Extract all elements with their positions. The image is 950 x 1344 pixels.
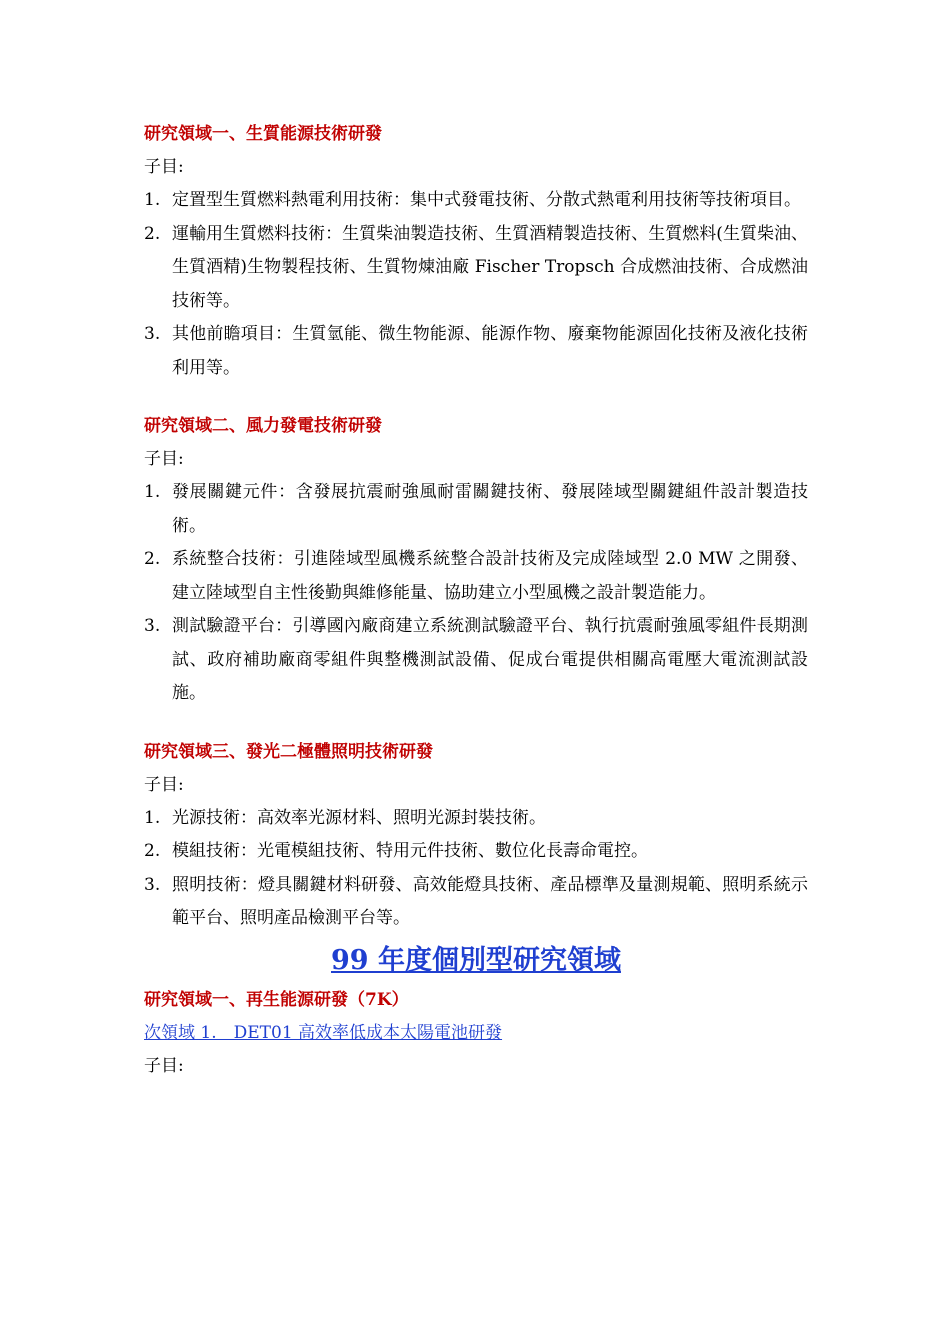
list-item: [144, 218, 808, 319]
list-item: [144, 835, 808, 869]
item-number: 1.: [144, 807, 161, 828]
item-text: 其他前瞻項目：生質氫能、微生物能源、能源作物、廢棄物能源固化技術及液化技術利用等。: [172, 324, 808, 378]
item-list: [144, 184, 808, 385]
item-number: 3.: [144, 616, 161, 636]
item-number: 2.: [144, 223, 161, 244]
sub-items-label: 子目:: [144, 157, 184, 177]
section-heading: 研究領域一、生質能源技術研發: [144, 124, 382, 144]
item-number: 1.: [144, 190, 161, 210]
list-item: [144, 184, 808, 218]
item-number: 3.: [144, 324, 161, 344]
item-number: 2.: [144, 841, 161, 861]
section-heading: 研究領域二、風力發電技術研發: [144, 416, 382, 436]
list-item: [144, 543, 808, 610]
subdomain-link[interactable]: 次領域 1. DET01 高效率低成本太陽電池研發: [144, 1022, 503, 1043]
section-biomass: [144, 118, 808, 385]
list-item: [144, 610, 808, 711]
section-heading: 研究領域一、再生能源研發（7K）: [144, 989, 409, 1010]
item-text: 發展關鍵元件：含發展抗震耐強風耐雷關鍵技術、發展陸域型關鍵組件設計製造技術。: [172, 482, 808, 536]
item-text: 系統整合技術：引進陸域型風機系統整合設計技術及完成陸域型 2.0 MW 之開發、建立陸域型自主性後勤與維修能量、協助建立小型風機之設計製造能力。: [172, 549, 808, 603]
item-text: 定置型生質燃料熱電利用技術：集中式發電技術、分散式熱電利用技術等技術項目。: [172, 190, 801, 210]
item-text: 測試驗證平台：引導國內廠商建立系統測試驗證平台、執行抗震耐強風零組件長期測試、政府補助廠商零組件與整機測試設備、促成台電提供相關高電壓大電流測試設施。: [172, 616, 808, 703]
list-item: [144, 869, 808, 936]
section-heading: 研究領域三、發光二極體照明技術研發: [144, 741, 433, 762]
item-number: 1.: [144, 482, 161, 502]
section-renewable: [144, 984, 808, 1083]
section-led: [144, 736, 808, 936]
sub-items-label: 子目:: [144, 449, 184, 469]
item-text: 模組技術：光電模組技術、特用元件技術、數位化長壽命電控。: [172, 841, 648, 861]
item-text: 光源技術：高效率光源材料、照明光源封裝技術。: [172, 807, 546, 828]
sub-items-label: 子目:: [144, 774, 184, 795]
item-text: 照明技術：燈具關鍵材料研發、高效能燈具技術、產品標準及量測規範、照明系統示範平台、照明產品檢測平台等。: [172, 874, 808, 928]
year-title-link[interactable]: 99 年度個別型研究領域: [331, 944, 621, 976]
section-wind: [144, 410, 808, 711]
item-list: [144, 802, 808, 936]
document-page: [144, 118, 808, 1083]
list-item: [144, 802, 808, 836]
list-item: [144, 318, 808, 385]
sub-items-label: 子目:: [144, 1055, 184, 1076]
item-number: 2.: [144, 549, 161, 569]
list-item: [144, 476, 808, 543]
item-list: [144, 476, 808, 711]
item-text: 運輸用生質燃料技術：生質柴油製造技術、生質酒精製造技術、生質燃料(生質柴油、生質酒精)生物製程技術、生質物煉油廠 Fischer Tropsch 合成燃油技術、合成燃油技術等。: [172, 223, 808, 311]
item-number: 3.: [144, 874, 161, 895]
